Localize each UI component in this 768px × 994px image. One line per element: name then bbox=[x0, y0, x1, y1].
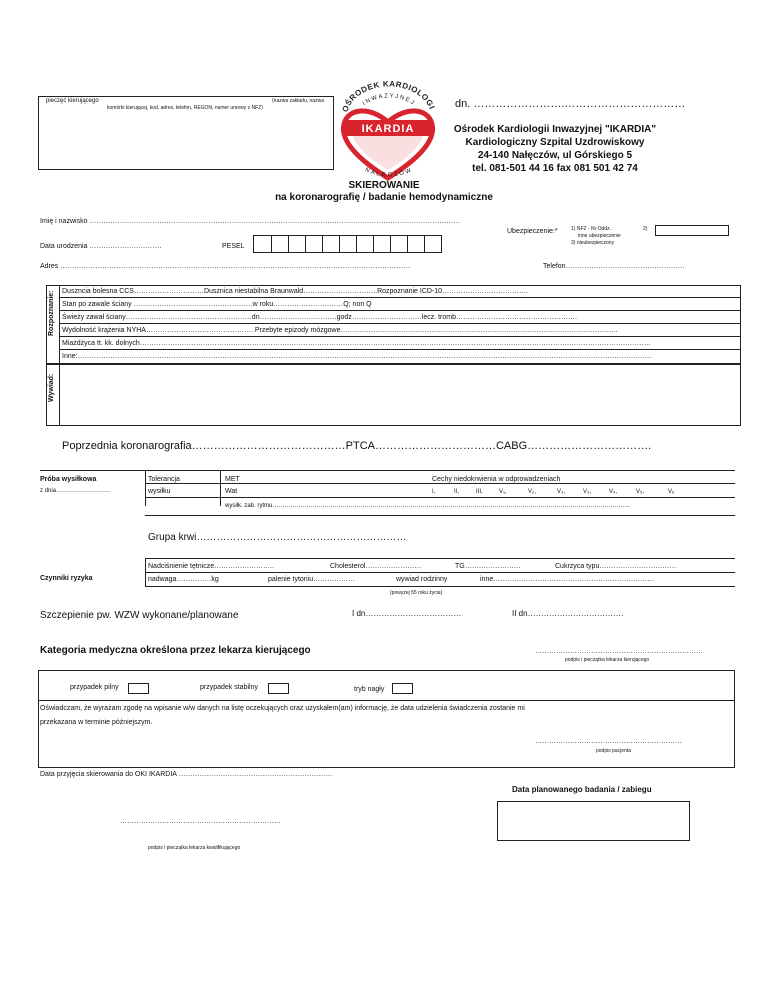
lead-10[interactable]: V₆ bbox=[668, 489, 675, 495]
diagnosis-line-2[interactable]: Stan po zawale ściany ……………………………………………w roku…………………………Q; non Q bbox=[62, 301, 372, 308]
svg-text:NAŁĘCZÓW: NAŁĘCZÓW bbox=[363, 167, 415, 179]
lead-8[interactable]: V₄, bbox=[609, 489, 618, 495]
risk-factors-label: Czynniki ryzyka bbox=[40, 575, 93, 582]
exercise-label: Próba wysiłkowa bbox=[40, 476, 97, 483]
hypertension-field[interactable]: Nadciśnienie tętnicze…………………….. bbox=[148, 563, 275, 570]
stable-label: przypadek stabilny bbox=[200, 684, 258, 691]
met-label[interactable]: MET bbox=[225, 476, 240, 483]
diagnosis-line-3[interactable]: Świeży zawał ściany………………………………………………dn……………………………godz…………………………lecz. tromb……………………………………………. bbox=[62, 314, 577, 321]
urgent-checkbox[interactable] bbox=[128, 683, 149, 694]
planned-date-input[interactable] bbox=[497, 801, 690, 841]
form-title: SKIEROWANIE bbox=[348, 180, 420, 191]
diagnosis-line-4[interactable]: Wydolność krążenia NYHA………………………………………. Przebyte epizody mózgowe……………………………………………………………………………………………………….. bbox=[62, 327, 618, 334]
previous-procedures[interactable]: Poprzednia koronarografia……………………………………PTCA……………………………CABG……………………………. bbox=[62, 440, 652, 452]
referring-sign-label: podpis i pieczątka lekarza kierującego bbox=[565, 657, 650, 663]
form-subtitle: na koronarografię / badanie hemodynamiczne bbox=[275, 192, 493, 203]
insurance-input[interactable] bbox=[655, 225, 729, 236]
qualifying-sign-label: podpis i pieczątka lekarza kwalifikującego bbox=[148, 845, 241, 851]
history-side-label: Wywiad: bbox=[48, 373, 55, 402]
referring-sign-line[interactable]: ……………………………………………………………… bbox=[535, 648, 703, 655]
pesel-input[interactable] bbox=[253, 235, 442, 253]
other-risk-field[interactable]: inne…………………………………………………………… bbox=[480, 576, 655, 583]
vaccine-label: Szczepienie pw. WZW wykonane/planowane bbox=[40, 610, 239, 621]
stamp-note: komórki kierującej, kod, adres, telefon, REGON, numer umowy z NFZ) bbox=[107, 105, 263, 111]
institution-line-2: Kardiologiczny Szpital Uzdrowiskowy bbox=[465, 137, 645, 148]
stamp-label: pieczęć kierującego bbox=[46, 98, 99, 104]
insurance-option-3[interactable]: 3) nieubezpieczony bbox=[571, 240, 615, 246]
overweight-field[interactable]: nadwaga……………kg bbox=[148, 576, 219, 583]
institution-line-1: Ośrodek Kardiologii Inwazyjnej "IKARDIA" bbox=[453, 124, 657, 135]
institution-block bbox=[450, 123, 660, 175]
lead-5[interactable]: V₂, bbox=[528, 489, 536, 495]
lead-4[interactable]: V₁, bbox=[499, 489, 507, 495]
consent-text-1: Oświadczam, że wyrażam zgodę na wpisanie w/w danych na listę oczekujących oraz uzyskałem(am) informację, że data udzielenia świadczenia zostanie mi bbox=[40, 705, 525, 712]
diagnosis-line-6[interactable]: Inne:………………………………………………………………………………………………………………………………………………………………………………………………………………………… bbox=[62, 353, 652, 360]
svg-text:IKARDIA: IKARDIA bbox=[361, 123, 415, 135]
institution-line-3: 24-140 Nałęczów, ul Górskiego 5 bbox=[477, 150, 633, 161]
wat-label[interactable]: Wat bbox=[225, 488, 238, 495]
lead-7[interactable]: V₃, bbox=[583, 489, 592, 495]
arrhythmia-field[interactable]: wysiłk. zab. rytmu…………………………………………………………………………………………………………………………………………………………….. bbox=[225, 503, 630, 509]
diagnosis-line-5[interactable]: Miażdżyca tt. kk. dolnych………………………………………………………………………………………………………………………………………………………………………………………………… bbox=[62, 340, 651, 347]
date-field[interactable]: dn. …………………….…………………………… bbox=[455, 98, 686, 110]
sudden-label: tryb nagły bbox=[354, 686, 385, 693]
name-field[interactable]: Imię i nazwisko …………………………………………………………………………………………………………………………………………… bbox=[40, 218, 461, 225]
vaccine-dose-2[interactable]: II dn……………………………… bbox=[512, 609, 624, 618]
tolerance-label-2: wysiłku bbox=[148, 488, 171, 495]
smoking-field[interactable]: palenie tytoniu……………… bbox=[268, 576, 356, 583]
diagnosis-side-label: Rozpoznanie: bbox=[48, 290, 55, 336]
insurance-label: Ubezpieczenie:* bbox=[507, 228, 558, 235]
family-history-field[interactable]: wywiad rodzinny bbox=[396, 576, 448, 583]
category-label: Kategoria medyczna określona przez lekarza kierującego bbox=[40, 645, 311, 656]
age-note: (powyżej 55 roku życia) bbox=[390, 590, 443, 596]
history-box[interactable] bbox=[46, 364, 741, 426]
lead-1[interactable]: I, bbox=[432, 489, 436, 495]
address-field[interactable]: Adres …………………………………………………………………………………………………………………………………… bbox=[40, 263, 411, 270]
blood-group-field[interactable]: Grupa krwi……………………………………………………… bbox=[148, 532, 407, 543]
institution-line-4: tel. 081-501 44 16 fax 081 501 42 74 bbox=[472, 163, 638, 174]
consent-text-2: przekazana w terminie późniejszym. bbox=[40, 719, 153, 726]
ischemia-label: Cechy niedokrwienia w odprowadzeniach bbox=[432, 476, 561, 483]
cholesterol-field[interactable]: Cholesterol…………………… bbox=[330, 563, 422, 570]
insurance-option-2-num: 2) bbox=[643, 226, 648, 232]
vaccine-dose-1[interactable]: I dn……………………………… bbox=[352, 609, 462, 618]
exercise-date[interactable]: z dnia……………………… bbox=[40, 488, 111, 494]
diagnosis-line-1[interactable]: Duszncia bolesna CCS…………………………Dusznica niestabilna Braunwald…………………………..Rozpoznanie ICD-10………………………………. bbox=[62, 288, 529, 295]
planned-date-label: Data planowanego badania / zabiegu bbox=[512, 785, 652, 794]
tg-field[interactable]: TG…………………… bbox=[455, 563, 521, 570]
patient-sign-line[interactable]: ……………………………………………………… bbox=[535, 738, 682, 745]
received-date-field[interactable]: Data przyjęcia skierowania do OKI IKARDIA ………………………………………………………… bbox=[40, 771, 333, 778]
insurance-option-1[interactable]: 1) NFZ - Nr Oddz. bbox=[571, 226, 612, 232]
lead-3[interactable]: III, bbox=[476, 489, 483, 495]
qualifying-sign-line[interactable]: …………………………………………………………… bbox=[120, 818, 281, 825]
pesel-label: PESEL bbox=[222, 243, 245, 250]
birth-date-field[interactable]: Data urodzenia …………………………. bbox=[40, 243, 162, 250]
svg-text:OŚRODEK KARDIOLOGII: OŚRODEK KARDIOLOGI bbox=[340, 79, 437, 114]
diabetes-field[interactable]: Cukrzyca typu…………………………… bbox=[555, 563, 677, 570]
ikardia-logo bbox=[336, 78, 440, 188]
stamp-note-2: (nazwa zakładu, nazwa bbox=[272, 98, 324, 104]
sudden-checkbox[interactable] bbox=[392, 683, 413, 694]
tolerance-label: Tolerancja bbox=[148, 476, 180, 483]
phone-field[interactable]: Telefon…………………………………………… bbox=[543, 263, 685, 270]
stable-checkbox[interactable] bbox=[268, 683, 289, 694]
patient-sign-label: podpis pacjenta bbox=[596, 748, 632, 754]
insurance-option-2[interactable]: inne ubezpieczenie bbox=[578, 233, 621, 239]
urgent-label: przypadek pilny bbox=[70, 684, 119, 691]
lead-9[interactable]: V₅, bbox=[636, 489, 645, 495]
svg-text:INWAZYJNEJ: INWAZYJNEJ bbox=[361, 93, 417, 108]
lead-2[interactable]: II, bbox=[454, 489, 460, 495]
lead-6[interactable]: V₃, bbox=[557, 489, 566, 495]
